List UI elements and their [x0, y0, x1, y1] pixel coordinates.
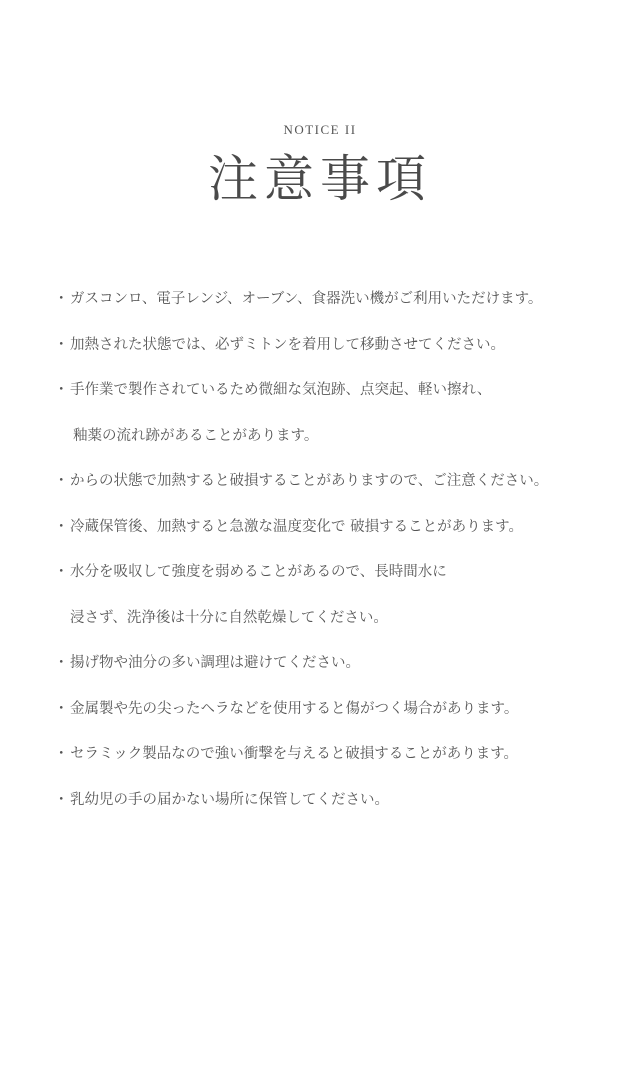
- notice-text: 冷蔵保管後、加熱すると急激な温度変化で 破損することがあります。: [70, 518, 523, 535]
- notice-item: [54, 550, 614, 641]
- section-eyebrow: NOTICE II: [283, 122, 357, 137]
- bullet-mark: ・: [54, 655, 69, 671]
- notice-text: からの状態で加熱すると破損することがありますので、ご注意ください。: [70, 473, 549, 489]
- notice-list: [54, 277, 614, 823]
- notice-text: 水分を吸収して強度を弱めることがあるので、長時間水に: [70, 564, 447, 580]
- notice-item: [54, 687, 614, 733]
- notice-item: [54, 641, 614, 687]
- notice-text-continued: 浸さず、洗浄後は十分に自然乾燥してください。: [70, 609, 388, 626]
- bullet-mark: ・: [54, 746, 69, 762]
- bullet-mark: ・: [54, 336, 69, 353]
- bullet-mark: ・: [54, 473, 69, 489]
- page-title: 注意事項: [208, 150, 432, 208]
- bullet-mark: ・: [54, 791, 69, 808]
- notice-text: 乳幼児の手の届かない場所に保管してください。: [70, 791, 389, 808]
- bullet-mark: ・: [54, 518, 69, 535]
- notice-text-continued: 釉薬の流れ跡があることがあります。: [73, 427, 319, 444]
- notice-text: 揚げ物や油分の多い調理は避けてください。: [70, 655, 360, 671]
- notice-text: 金属製や先の尖ったヘラなどを使用すると傷がつく場合があります。: [70, 700, 519, 717]
- notice-item: [54, 323, 614, 369]
- notice-item: [54, 732, 614, 778]
- bullet-mark: ・: [54, 291, 69, 307]
- notice-item: [54, 778, 614, 824]
- notice-item: [54, 459, 614, 505]
- notice-item: [54, 368, 614, 459]
- notice-text: 加熱された状態では、必ずミトンを着用して移動させてください。: [70, 336, 505, 353]
- bullet-mark: ・: [54, 700, 69, 717]
- notice-item: [54, 277, 614, 323]
- notice-item: [54, 505, 614, 551]
- bullet-mark: ・: [54, 564, 69, 580]
- notice-text: 手作業で製作されているため微細な気泡跡、点突起、軽い擦れ、: [70, 382, 492, 398]
- notice-text: ガスコンロ、電子レンジ、オーブン、食器洗い機がご利用いただけます。: [70, 291, 543, 307]
- bullet-mark: ・: [54, 382, 69, 398]
- notice-text: セラミック製品なので強い衝撃を与えると破損することがあります。: [70, 746, 519, 762]
